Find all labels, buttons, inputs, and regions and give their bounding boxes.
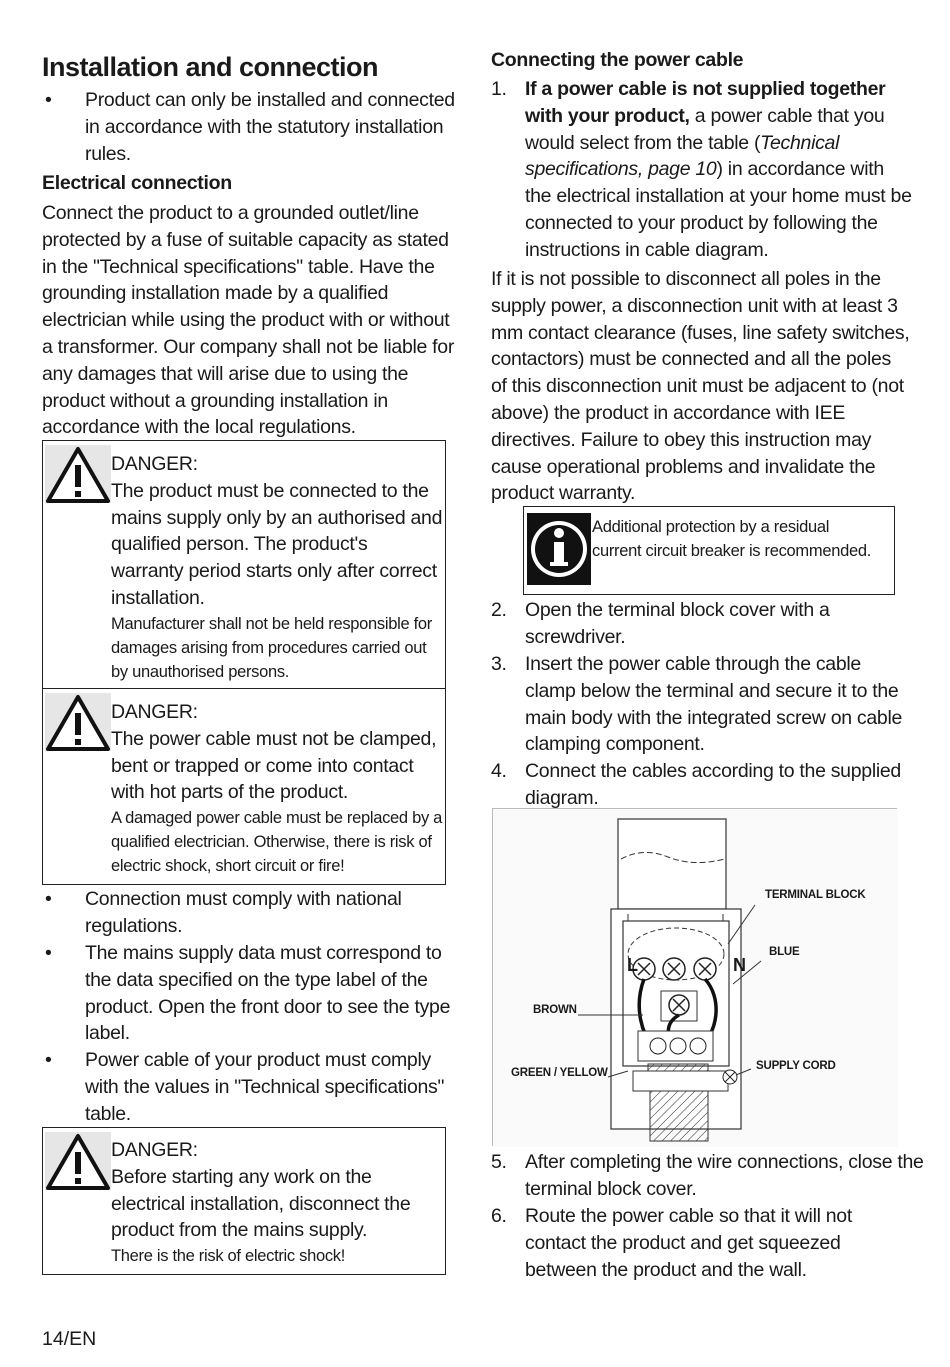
label-brown: BROWN bbox=[533, 1004, 577, 1016]
cable-diagram bbox=[492, 808, 897, 1146]
danger-box-2 bbox=[42, 688, 446, 885]
step-6: 6. Route the power cable so that it will not contact the product and get squeezed between the product and the wall. bbox=[491, 1205, 852, 1281]
step-4: 4. Connect the cables according to the supplied diagram. bbox=[491, 760, 901, 809]
bullet-mains-supply: • The mains supply data must correspond to the data specified on the type label of the product. Open the front door to see the type label. bbox=[45, 942, 451, 1045]
step-1: 1. If a power cable is not supplied together with your product, a power cable that you would select from the table (Technical specifications, page 10) in accordance with the electrical installation at your home must be connected to your product by following the instructions in cable diagram. bbox=[491, 78, 912, 261]
danger-text: The power cable must not be clamped, bent or trapped or come into contact with hot parts of the product. bbox=[111, 727, 437, 804]
step-5: 5. After completing the wire connections, close the terminal block cover. bbox=[491, 1151, 924, 1200]
warning-triangle-icon bbox=[45, 445, 111, 503]
label-l: L bbox=[627, 955, 638, 975]
step-1-bold: If a power cable is not supplied together with your product, bbox=[525, 78, 886, 127]
danger-note: There is the risk of electric shock! bbox=[111, 1247, 346, 1266]
bullet-installation: • Product can only be installed and connected in accordance with the statutory installation rules. bbox=[45, 89, 455, 165]
danger-title: DANGER: bbox=[111, 453, 198, 475]
danger-text: Before starting any work on the electrical installation, disconnect the product from the mains supply. bbox=[111, 1165, 411, 1242]
electrical-connection-text: Connect the product to a grounded outlet/line protected by a fuse of suitable capacity as stated in the "Technical specifications" table. Have the grounding installation made by a qualified electrician while using the product with or without a transformer. Our company shall not be liable for any damages that will arise due to using the product without a grounding installation in accordance with the local regulations. bbox=[42, 202, 455, 439]
electrical-connection-heading: Electrical connection bbox=[42, 172, 232, 194]
label-green-yellow: GREEN / YELLOW bbox=[511, 1067, 608, 1079]
danger-box-3 bbox=[42, 1127, 446, 1275]
danger-box-1 bbox=[42, 440, 446, 689]
page-number: 14/EN bbox=[42, 1328, 97, 1350]
step-3: 3. Insert the power cable through the cable clamp below the terminal and secure it to the main body with the integrated screw on cable clamping component. bbox=[491, 653, 903, 756]
bullet-national-regulations: • Connection must comply with national regulations. bbox=[45, 888, 402, 937]
warning-triangle-icon bbox=[45, 1132, 111, 1190]
info-text: Additional protection by a residual current circuit breaker is recommended. bbox=[592, 518, 871, 560]
label-n: N bbox=[733, 955, 746, 975]
warning-triangle-icon bbox=[45, 693, 111, 751]
bullet-power-cable: • Power cable of your product must comply with the values in "Technical specifications" table. bbox=[45, 1049, 445, 1125]
terminal-block-diagram bbox=[493, 809, 898, 1147]
disconnection-paragraph: If it is not possible to disconnect all poles in the supply power, a disconnection unit with at least 3 mm contact clearance (fuses, line safety switches, contactors) must be connected and all the poles of this disconnection unit must be adjacent to (not above) the product in accordance with IEE directives. Failure to obey this instruction may cause operational problems and invalidate the product warranty. bbox=[491, 268, 910, 505]
label-supply-cord: SUPPLY CORD bbox=[756, 1060, 836, 1072]
step-2: 2. Open the terminal block cover with a screwdriver. bbox=[491, 599, 830, 648]
info-box bbox=[523, 506, 895, 595]
label-blue: BLUE bbox=[769, 946, 800, 958]
danger-note: A damaged power cable must be replaced by a qualified electrician. Otherwise, there is risk of electric shock, short circuit or fire! bbox=[111, 809, 443, 876]
danger-title: DANGER: bbox=[111, 701, 198, 723]
label-terminal-block: TERMINAL BLOCK bbox=[765, 889, 866, 901]
danger-text: The product must be connected to the mains supply only by an authorised and qualified person. The product's warranty period starts only after correct installation. bbox=[111, 479, 443, 609]
danger-note: Manufacturer shall not be held responsible for damages arising from procedures carried out by unauthorised persons. bbox=[111, 614, 432, 681]
info-icon bbox=[527, 513, 591, 585]
danger-title: DANGER: bbox=[111, 1139, 198, 1161]
page-title: Installation and connection bbox=[42, 52, 379, 82]
power-cable-heading: Connecting the power cable bbox=[491, 49, 744, 71]
